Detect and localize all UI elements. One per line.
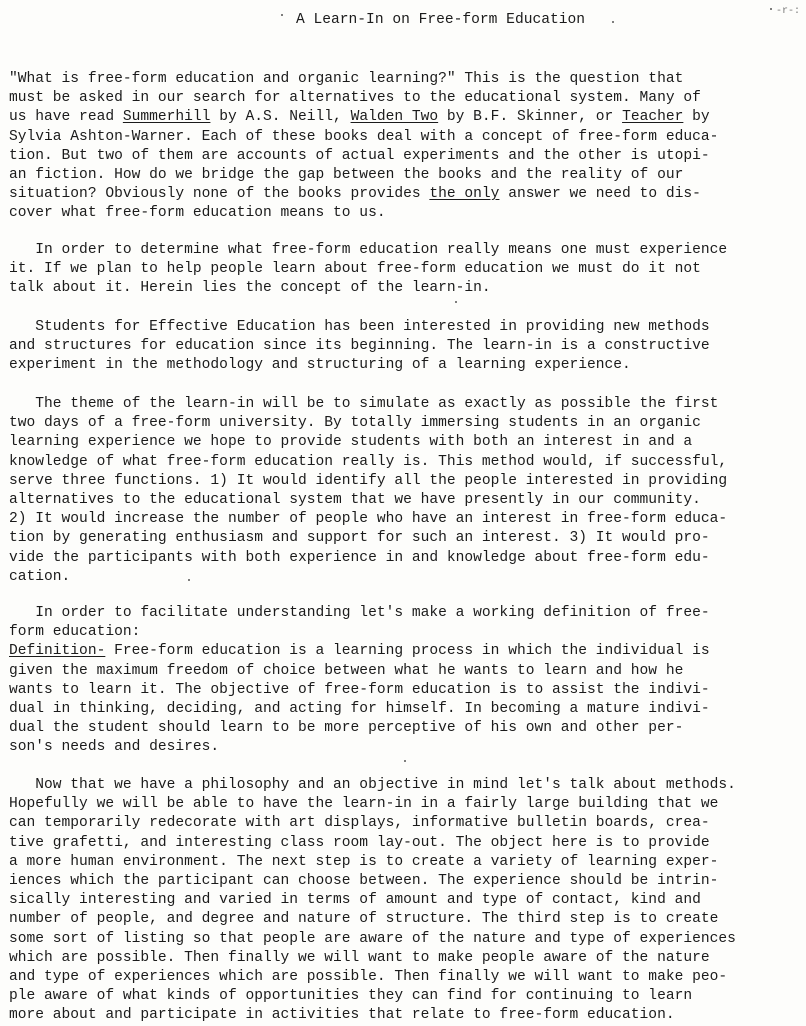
paragraph-experience: [9, 241, 799, 299]
text-segment: Hopefully we will be able to have the learn-in in a fairly large building that we: [9, 796, 719, 813]
text-line: [9, 356, 799, 375]
text-line: [9, 395, 799, 414]
text-segment: cation.: [9, 568, 71, 585]
text-segment: dual the student should learn to be more perceptive of his own and other per-: [9, 720, 684, 737]
text-segment: a more human environment. The next step is to create a variety of learning exper-: [9, 853, 719, 870]
text-segment: In order to facilitate understanding let's make a working definition of free-: [9, 605, 710, 621]
scan-speck: [188, 579, 190, 581]
text-line: [9, 700, 799, 719]
text-line: [9, 968, 799, 987]
text-line: [9, 108, 799, 127]
text-segment: more about and participate in activities that relate to free-form education.: [9, 1007, 675, 1024]
text-line: [9, 719, 799, 738]
text-segment: dual in thinking, deciding, and acting for himself. In becoming a mature indivi-: [9, 700, 710, 717]
underlined-text: Teacher: [622, 109, 684, 126]
text-segment: learning experience we hope to provide students with both an interest in and a: [9, 434, 693, 451]
text-line: [9, 337, 799, 356]
text-line: [9, 662, 799, 681]
text-segment: tion by generating enthusiasm and support for such an interest. 3) It would pro-: [9, 530, 710, 547]
text-segment: and structures for education since its beginning. The learn-in is a constructive: [9, 338, 710, 355]
text-segment: serve three functions. 1) It would identify all the people interested in providing: [9, 472, 728, 489]
text-line: [9, 147, 799, 166]
underlined-text: the only: [429, 186, 500, 203]
scan-speck: [770, 8, 772, 10]
paragraph-theme: [9, 395, 799, 587]
text-segment: alternatives to the educational system that we have presently in our community.: [9, 491, 701, 508]
text-line: [9, 510, 799, 529]
text-line: [9, 910, 799, 929]
text-line: [9, 453, 799, 472]
text-segment: experiment in the methodology and structuring of a learning experience.: [9, 357, 631, 374]
text-segment: ple aware of what kinds of opportunities they can find for continuing to learn: [9, 988, 693, 1005]
text-line: [9, 681, 799, 700]
text-segment: The theme of the learn-in will be to simulate as exactly as possible the first: [9, 396, 719, 412]
paragraph-students-for-effective-education: [9, 318, 799, 376]
text-segment: sically interesting and varied in terms of amount and type of contact, kind and: [9, 892, 701, 909]
text-segment: must be asked in our search for alternatives to the educational system. Many of: [9, 90, 701, 107]
text-segment: and type of experiences which are possible. Then finally we will want to make peo-: [9, 968, 728, 985]
text-segment: In order to determine what free-form education really means one must experience: [9, 242, 728, 258]
text-line: [9, 642, 799, 661]
text-line: [9, 987, 799, 1006]
text-segment: can temporarily redecorate with art displays, informative bulletin boards, crea-: [9, 815, 710, 832]
document-title: A Learn-In on Free-form Education: [296, 12, 586, 28]
text-line: [9, 89, 799, 108]
text-line: [9, 949, 799, 968]
text-line: [9, 128, 799, 147]
paragraph-definition: [9, 604, 799, 758]
text-line: [9, 930, 799, 949]
underlined-text: Definition-: [9, 643, 106, 660]
scan-speck: [455, 301, 457, 303]
text-line: [9, 318, 799, 337]
text-line: [9, 1006, 799, 1025]
text-line: [9, 814, 799, 833]
text-segment: iences which the participant can choose between. The experience should be intrin-: [9, 872, 719, 889]
paragraph-methods: [9, 776, 799, 1025]
text-segment: "What is free-form education and organic learning?" This is the question that: [9, 71, 684, 87]
text-line: [9, 185, 799, 204]
text-segment: by A.S. Neill,: [210, 109, 351, 126]
text-line: [9, 872, 799, 891]
text-segment: situation? Obviously none of the books provides: [9, 186, 430, 203]
text-segment: by B.F. Skinner, or: [438, 109, 623, 126]
text-line: [9, 834, 799, 853]
text-segment: it. If we plan to help people learn about free-form education we must do it not: [9, 261, 701, 278]
scan-speck: [612, 21, 614, 23]
text-segment: cover what free-form education means to us.: [9, 205, 386, 222]
text-line: [9, 414, 799, 433]
text-segment: vide the participants with both experience in and knowledge about free-form edu-: [9, 549, 710, 566]
text-line: [9, 472, 799, 491]
text-segment: an fiction. How do we bridge the gap between the books and the reality of our: [9, 166, 684, 183]
scan-speck: [404, 760, 406, 762]
underlined-text: Walden Two: [350, 109, 439, 126]
text-line: [9, 549, 799, 568]
text-line: [9, 279, 799, 298]
text-line: [9, 529, 799, 548]
text-segment: tive grafetti, and interesting class room lay-out. The object here is to provide: [9, 834, 710, 851]
text-segment: number of people, and degree and nature of structure. The third step is to create: [9, 911, 719, 928]
text-segment: answer we need to dis-: [499, 186, 701, 203]
text-line: [9, 241, 799, 260]
text-segment: two days of a free-form university. By totally immersing students in an organic: [9, 415, 701, 432]
text-line: [9, 491, 799, 510]
text-segment: son's needs and desires.: [9, 739, 220, 756]
text-line: [9, 776, 799, 795]
corner-mark: -r-:: [775, 6, 800, 17]
text-segment: given the maximum freedom of choice between what he wants to learn and how he: [9, 662, 684, 679]
text-line: [9, 433, 799, 452]
text-line: [9, 568, 799, 587]
text-segment: wants to learn it. The objective of free-form education is to assist the indivi-: [9, 681, 710, 698]
underlined-text: Summerhill: [122, 109, 211, 126]
text-segment: form education:: [9, 624, 141, 641]
text-segment: Free-form education is a learning process in which the individual is: [105, 643, 710, 660]
text-segment: 2) It would increase the number of people who have an interest in free-form educa-: [9, 511, 728, 528]
text-segment: us have read: [9, 109, 123, 126]
text-line: [9, 891, 799, 910]
text-line: [9, 623, 799, 642]
text-segment: Sylvia Ashton-Warner. Each of these books deal with a concept of free-form educa-: [9, 128, 719, 145]
text-segment: knowledge of what free-form education really is. This method would, if successful,: [9, 453, 728, 470]
text-line: [9, 853, 799, 872]
text-line: [9, 260, 799, 279]
scan-speck: [281, 14, 283, 16]
text-line: [9, 70, 799, 89]
text-segment: tion. But two of them are accounts of actual experiments and the other is utopi-: [9, 147, 710, 164]
text-line: [9, 204, 799, 223]
text-segment: which are possible. Then finally we will want to make people aware of the nature: [9, 949, 710, 966]
text-segment: Students for Effective Education has been interested in providing new methods: [9, 319, 710, 335]
text-line: [9, 795, 799, 814]
text-line: [9, 166, 799, 185]
text-line: [9, 738, 799, 757]
text-segment: Now that we have a philosophy and an objective in mind let's talk about methods.: [9, 777, 736, 793]
text-line: [9, 604, 799, 623]
text-segment: some sort of listing so that people are aware of the nature and type of experiences: [9, 930, 736, 947]
text-segment: by: [683, 109, 710, 126]
paragraph-intro: [9, 70, 799, 224]
text-segment: talk about it. Herein lies the concept of the learn-in.: [9, 280, 491, 297]
